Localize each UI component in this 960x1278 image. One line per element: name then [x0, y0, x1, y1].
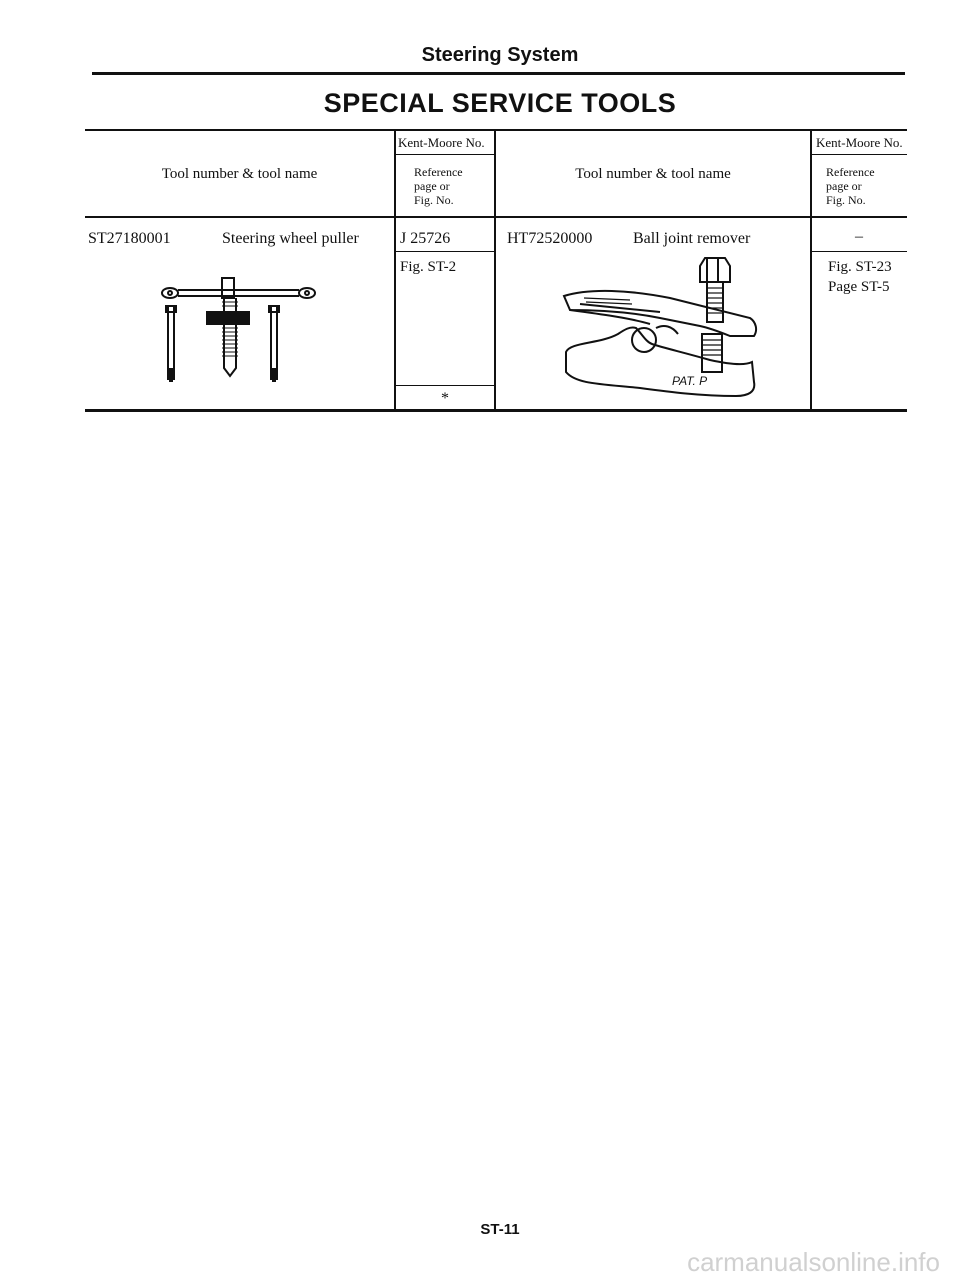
steering-wheel-puller-illustration	[160, 272, 320, 392]
reference: Fig. ST-2	[400, 259, 457, 275]
row-rule	[395, 251, 495, 252]
table-header-rule	[85, 216, 907, 218]
tool-number: HT72520000	[507, 230, 593, 247]
ball-joint-remover-illustration	[560, 252, 770, 402]
column-divider	[810, 129, 812, 411]
reference-header: Reference page or Fig. No.	[826, 165, 875, 207]
patent-label: PAT. P	[672, 374, 708, 388]
kent-moore-header: Kent-Moore No.	[816, 135, 903, 150]
table-top-rule	[85, 129, 907, 131]
column-divider	[394, 129, 396, 411]
tool-column-header: Tool number & tool name	[575, 166, 731, 182]
header-rule	[92, 72, 905, 75]
note-asterisk: *	[441, 390, 449, 407]
kent-moore-header: Kent-Moore No.	[398, 135, 485, 150]
kent-moore-number: –	[855, 228, 863, 245]
page-number: ST-11	[480, 1221, 520, 1238]
note-rule	[395, 385, 495, 386]
tool-name: Ball joint remover	[633, 230, 751, 247]
watermark: carmanualsonline.info	[687, 1247, 940, 1277]
table-bottom-rule	[85, 409, 907, 412]
kent-moore-rule	[811, 154, 907, 155]
tool-column-header: Tool number & tool name	[161, 166, 318, 182]
page-title: SPECIAL SERVICE TOOLS	[323, 88, 677, 118]
reference: Fig. ST-23 Page ST-5	[828, 259, 892, 295]
kent-moore-number: J 25726	[400, 230, 451, 247]
tool-name: Steering wheel puller	[222, 230, 359, 247]
row-rule	[811, 251, 907, 252]
tool-number: ST27180001	[88, 230, 171, 247]
section-title: Steering System	[421, 44, 579, 66]
reference-header: Reference page or Fig. No.	[414, 165, 463, 207]
kent-moore-rule	[395, 154, 495, 155]
